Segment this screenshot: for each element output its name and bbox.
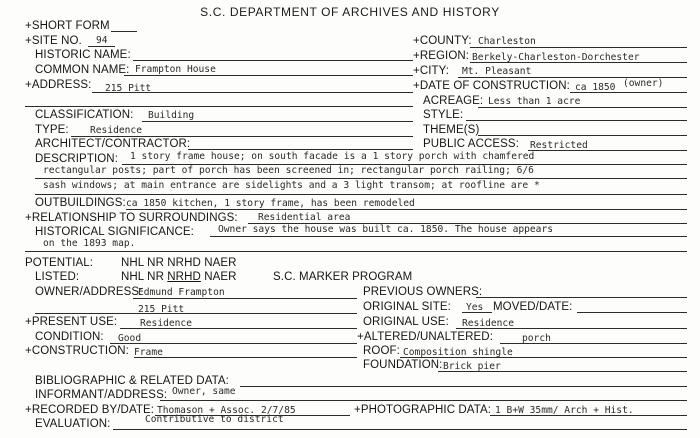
evaluation-value: Contributive to district <box>145 414 284 425</box>
original-use-value: Residence <box>462 318 514 329</box>
foundation-label: FOUNDATION: <box>363 359 443 371</box>
sc-marker-label: S.C. MARKER PROGRAM <box>273 271 413 283</box>
altered-label: +ALTERED/UNALTERED: <box>357 331 493 343</box>
owner-line-1 <box>133 298 357 299</box>
common-name-label: COMMON NAME: <box>35 64 130 76</box>
photographic-data-line <box>490 415 687 416</box>
altered-value: porch <box>522 333 551 344</box>
address-line <box>92 92 413 93</box>
condition-line <box>110 343 357 344</box>
condition-label: CONDITION: <box>35 331 104 343</box>
outbuildings-label: OUTBUILDINGS: <box>35 197 126 209</box>
original-site-value: Yes <box>466 302 484 313</box>
foundation-value: Brick pier <box>443 361 501 372</box>
city-label: +CITY: <box>413 65 450 77</box>
address-line-2 <box>25 106 413 107</box>
informant-value: Owner, same <box>172 386 236 397</box>
county-label: +COUNTY: <box>413 35 472 47</box>
historical-significance-rule-1 <box>210 236 687 237</box>
roof-line <box>400 357 687 358</box>
listed-options <box>121 271 237 283</box>
architect-line <box>188 149 413 150</box>
potential-options: NHL NR NRHD NAER <box>121 257 237 269</box>
potential-label: POTENTIAL: <box>25 257 94 269</box>
bibliographic-line <box>240 386 687 387</box>
informant-line <box>160 400 687 401</box>
historical-significance-rule-2 <box>25 251 687 252</box>
acreage-label: ACREAGE: <box>423 95 484 107</box>
theme-line <box>478 135 687 136</box>
foundation-line <box>438 371 687 372</box>
bibliographic-label: BIBLIOGRAPHIC & RELATED DATA: <box>35 375 229 387</box>
public-access-value: Restricted <box>530 140 588 151</box>
county-value: Charleston <box>478 36 536 47</box>
recorded-by-value: Thomason + Assoc. 2/7/85 <box>157 405 296 416</box>
classification-line <box>142 121 413 122</box>
construction-value: Frame <box>134 347 163 358</box>
public-access-line <box>528 150 687 151</box>
region-line <box>470 62 687 63</box>
recorded-by-label: +RECORDED BY/DATE: <box>25 404 155 416</box>
description-line-1: 1 story frame house; on south facade is a 1 story porch with chamfered <box>130 151 535 162</box>
description-rule-3 <box>35 194 687 195</box>
style-label: STYLE: <box>423 109 464 121</box>
outbuildings-value: ca 1850 kitchen, 1 story frame, has been remodeled <box>126 198 415 209</box>
original-site-line <box>462 312 492 313</box>
date-of-construction-value: ca 1850 <box>575 82 616 93</box>
historic-name-label: HISTORIC NAME: <box>35 49 131 61</box>
address-label: +ADDRESS: <box>25 79 92 91</box>
date-of-construction-label: +DATE OF CONSTRUCTION: <box>413 80 570 92</box>
relationship-value: Residential area <box>258 212 351 223</box>
relationship-label: +RELATIONSHIP TO SURROUNDINGS: <box>25 212 238 224</box>
original-use-line <box>456 328 687 329</box>
short-form-line <box>111 31 137 32</box>
date-of-construction-source: (owner) <box>623 78 664 89</box>
roof-label: ROOF: <box>363 345 400 357</box>
site-no-label: +SITE NO. <box>25 35 82 47</box>
historical-significance-label: HISTORICAL SIGNIFICANCE: <box>35 226 194 238</box>
owner-address-label: OWNER/ADDRESS: <box>35 286 143 298</box>
city-value: Mt. Pleasant <box>462 66 532 77</box>
condition-value: Good <box>118 333 142 344</box>
present-use-line <box>120 328 357 329</box>
construction-label: +CONSTRUCTION: <box>25 345 129 357</box>
photographic-data-value: 1 B+W 35mm/ Arch + Hist. <box>495 405 634 416</box>
construction-line <box>134 357 357 358</box>
evaluation-label: EVALUATION: <box>35 418 111 430</box>
address-value: 215 Pitt <box>105 83 152 94</box>
photographic-data-label: +PHOTOGRAPHIC DATA: <box>354 404 492 416</box>
evaluation-line <box>113 429 687 430</box>
owner-line-2 <box>35 313 357 314</box>
date-of-construction-line <box>570 92 687 93</box>
acreage-line <box>478 107 687 108</box>
site-no-line <box>88 46 115 47</box>
site-no-value: 94 <box>96 35 108 46</box>
owner-address-value: 215 Pitt <box>138 304 185 315</box>
type-label: TYPE: <box>35 124 69 136</box>
original-site-label: ORIGINAL SITE: <box>363 301 451 313</box>
description-line-3: sash windows; at main entrance are sidelights and a 3 light transom; at roofline are * <box>43 180 540 191</box>
short-form-label: +SHORT FORM <box>25 20 110 32</box>
present-use-value: Residence <box>140 318 192 329</box>
common-name-value: Frampton House <box>135 64 216 75</box>
moved-date-label: MOVED/DATE: <box>493 301 573 313</box>
county-line <box>470 47 687 48</box>
historical-significance-line-1: Owner says the house was built ca. 1850. The house appears <box>218 224 554 235</box>
historical-significance-line-2: on the 1893 map. <box>43 238 136 249</box>
architect-label: ARCHITECT/CONTRACTOR: <box>35 138 191 150</box>
classification-label: CLASSIFICATION: <box>35 109 134 121</box>
previous-owners-label: PREVIOUS OWNERS: <box>363 286 483 298</box>
region-label: +REGION: <box>413 50 470 62</box>
description-label: DESCRIPTION: <box>35 153 118 165</box>
region-value: Berkely-Charleston-Dorchester <box>472 52 640 63</box>
moved-date-line <box>577 312 687 313</box>
listed-option-nrhd: NRHD <box>167 271 201 283</box>
description-line-2: rectangular posts; part of porch has been screened in; rectangular porch railing; 6/6 <box>43 165 534 176</box>
outbuildings-line <box>126 209 687 210</box>
previous-owners-line <box>476 297 687 298</box>
listed-options-b: NAER <box>200 271 237 283</box>
original-use-label: ORIGINAL USE: <box>363 316 449 328</box>
type-line <box>71 136 413 137</box>
altered-line <box>500 343 687 344</box>
owner-name-value: Edmund Frampton <box>138 287 225 298</box>
classification-value: Building <box>148 110 195 121</box>
listed-label: LISTED: <box>35 271 80 283</box>
style-line <box>466 120 687 121</box>
listed-options-a: NHL NR <box>121 271 168 283</box>
form-header: S.C. DEPARTMENT OF ARCHIVES AND HISTORY <box>200 5 500 19</box>
type-value: Residence <box>90 125 142 136</box>
description-rule-2 <box>35 178 687 179</box>
informant-label: INFORMANT/ADDRESS: <box>35 389 168 401</box>
public-access-label: PUBLIC ACCESS: <box>423 138 519 150</box>
theme-label: THEME(S) <box>423 124 480 136</box>
common-name-line <box>124 75 413 76</box>
historic-name-line <box>133 60 413 61</box>
present-use-label: +PRESENT USE: <box>25 316 118 328</box>
roof-value: Composition shingle <box>403 347 513 358</box>
acreage-value: Less than 1 acre <box>488 96 581 107</box>
